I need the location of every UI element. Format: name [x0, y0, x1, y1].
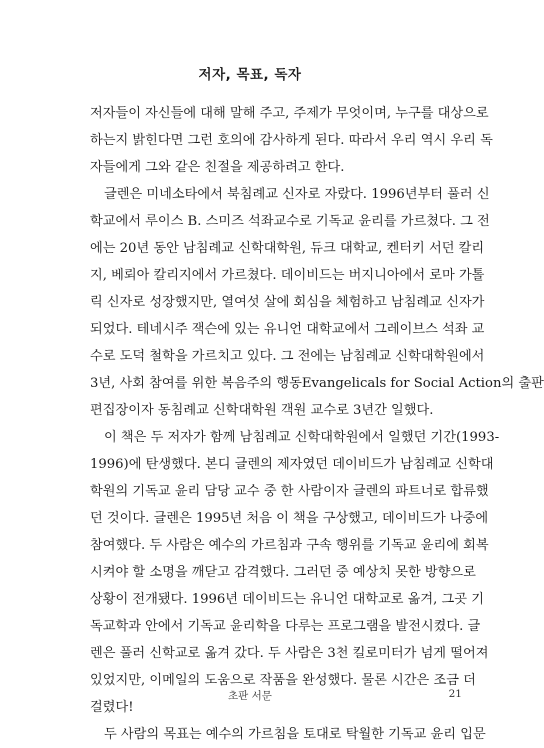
text-line: 시켜야 할 소명을 깨닫고 감격했다. 그러던 중 예상치 못한 방향으로	[90, 565, 476, 580]
text-line: 렌은 풀러 신학교로 옮겨 갔다. 두 사람은 3천 킬로미터가 넘게 떨어져	[90, 646, 489, 661]
text-line: 에는 20년 동안 남침례교 신학대학원, 듀크 대학교, 켄터키 서던 칼리	[90, 241, 485, 256]
text-line: 걸렸다!	[90, 700, 134, 715]
text-line: 저자들이 자신들에 대해 말해 주고, 주제가 무엇이며, 누구를 대상으로	[90, 106, 489, 121]
running-title: 초판 서문	[228, 690, 272, 702]
text-line: 지, 베뢰아 칼리지에서 가르쳤다. 데이비드는 버지니아에서 로마 가톨	[90, 268, 485, 283]
text-line: 글렌은 미네소타에서 북침례교 신자로 자랐다. 1996년부터 풀러 신	[104, 187, 490, 202]
text-line: 던 것이다. 글렌은 1995년 처음 이 책을 구상했고, 데이비드가 나중에	[90, 511, 489, 526]
body-text	[90, 100, 544, 748]
text-line: 학원의 기독교 윤리 담당 교수 중 한 사람이자 글렌의 파트너로 합류했	[90, 484, 489, 499]
text-line: 편집장이자 동침례교 신학대학원 객원 교수로 3년간 일했다.	[90, 403, 434, 418]
text-line: 학교에서 루이스 B. 스미즈 석좌교수로 기독교 윤리를 가르쳤다. 그 전	[90, 214, 490, 229]
text-line: 참여했다. 두 사람은 예수의 가르침과 구속 행위를 기독교 윤리에 회복	[90, 538, 489, 553]
text-line: 자들에게 그와 같은 친절을 제공하려고 한다.	[90, 160, 345, 175]
text-line: 릭 신자로 성장했지만, 열여섯 살에 회심을 체험하고 남침례교 신자가	[90, 295, 485, 310]
text-line: 하는지 밝힌다면 그런 호의에 감사하게 된다. 따라서 우리 역시 우리 독	[90, 133, 493, 148]
page-number: 21	[448, 688, 462, 700]
text-line: 되었다. 테네시주 잭슨에 있는 유니언 대학교에서 그레이브스 석좌 교	[90, 322, 485, 337]
text-line: 두 사람의 목표는 예수의 가르침을 토대로 탁월한 기독교 윤리 입문	[104, 727, 486, 742]
text-line: 3년, 사회 참여를 위한 복음주의 행동Evangelicals for Social Action의 출판	[90, 376, 544, 391]
text-line: 이 책은 두 저자가 함께 남침례교 신학대학원에서 일했던 기간(1993-	[104, 430, 500, 445]
text-line: 상황이 전개됐다. 1996년 데이비드는 유니언 대학교로 옮겨, 그곳 기	[90, 592, 484, 607]
text-line: 있었지만, 이메일의 도움으로 작품을 완성했다. 물론 시간은 조금 더	[90, 673, 476, 688]
section-heading: 저자, 목표, 독자	[198, 67, 302, 83]
text-line: 독교학과 안에서 기독교 윤리학을 다루는 프로그램을 발전시켰다. 글	[90, 619, 481, 634]
text-line: 1996)에 탄생했다. 본디 글렌의 제자였던 데이비드가 남침례교 신학대	[90, 457, 494, 472]
text-line: 수로 도덕 철학을 가르치고 있다. 그 전에는 남침례교 신학대학원에서	[90, 349, 485, 364]
